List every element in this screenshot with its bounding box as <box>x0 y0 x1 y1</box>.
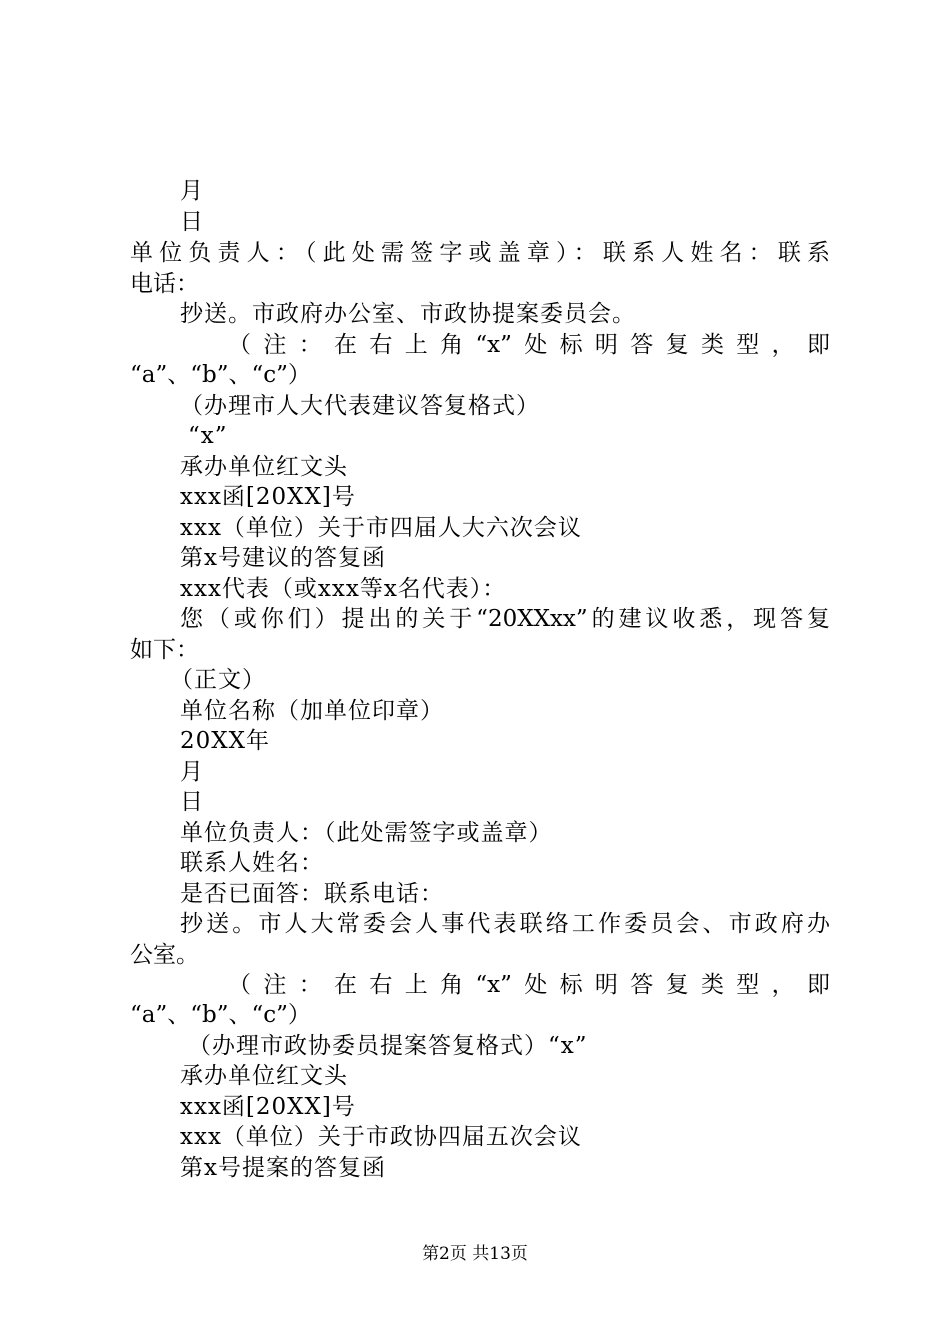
text-line: （注：在右上角“x”处标明答复类型，即 <box>228 332 830 358</box>
text-line: xxx函[20XX]号 <box>180 1094 356 1120</box>
text-line: 抄送。市政府办公室、市政协提案委员会。 <box>180 301 636 327</box>
text-line: （注：在右上角“x”处标明答复类型，即 <box>228 972 830 998</box>
text-line: 公室。 <box>130 942 199 968</box>
text-line: 20XX年 <box>180 728 271 754</box>
text-line: 电话： <box>130 271 199 297</box>
text-line: “x” <box>188 423 228 449</box>
text-line: “a”、“b”、“c”） <box>130 362 311 388</box>
text-line: 第x号建议的答复函 <box>180 545 386 571</box>
text-line: 您（或你们）提出的关于“20XXxx”的建议收悉，现答复 <box>180 606 830 632</box>
text-line: 单位负责人：（此处需签字或盖章） <box>180 820 553 846</box>
text-line: 日 <box>180 209 204 235</box>
text-line: 如下： <box>130 637 199 663</box>
text-line: 单位名称（加单位印章） <box>180 698 444 724</box>
text-line: 抄送。市人大常委会人事代表联络工作委员会、市政府办 <box>180 911 830 937</box>
text-line: xxx函[20XX]号 <box>180 484 356 510</box>
text-line: 月 <box>180 178 204 204</box>
text-line: xxx（单位）关于市四届人大六次会议 <box>180 515 582 541</box>
text-line: 承办单位红文头 <box>180 454 348 480</box>
text-line: 承办单位红文头 <box>180 1063 348 1089</box>
text-line: （正文） <box>170 667 266 693</box>
page-number-footer: 第2页 共13页 <box>422 1244 528 1264</box>
text-line: 第x号提案的答复函 <box>180 1155 386 1181</box>
text-line: 单位负责人：（此处需签字或盖章）：联系人姓名：联系 <box>130 240 830 266</box>
text-line: （办理市人大代表建议答复格式） <box>180 393 540 419</box>
text-line: 是否已面答：联系电话： <box>180 881 444 907</box>
text-line: 联系人姓名： <box>180 850 324 876</box>
text-line: 月 <box>180 759 204 785</box>
text-line: （办理市政协委员提案答复格式）“x” <box>188 1033 588 1059</box>
text-line: xxx（单位）关于市政协四届五次会议 <box>180 1124 582 1150</box>
text-line: xxx代表（或xxx等x名代表）： <box>180 576 507 602</box>
text-line: “a”、“b”、“c”） <box>130 1002 311 1028</box>
text-line: 日 <box>180 789 204 815</box>
